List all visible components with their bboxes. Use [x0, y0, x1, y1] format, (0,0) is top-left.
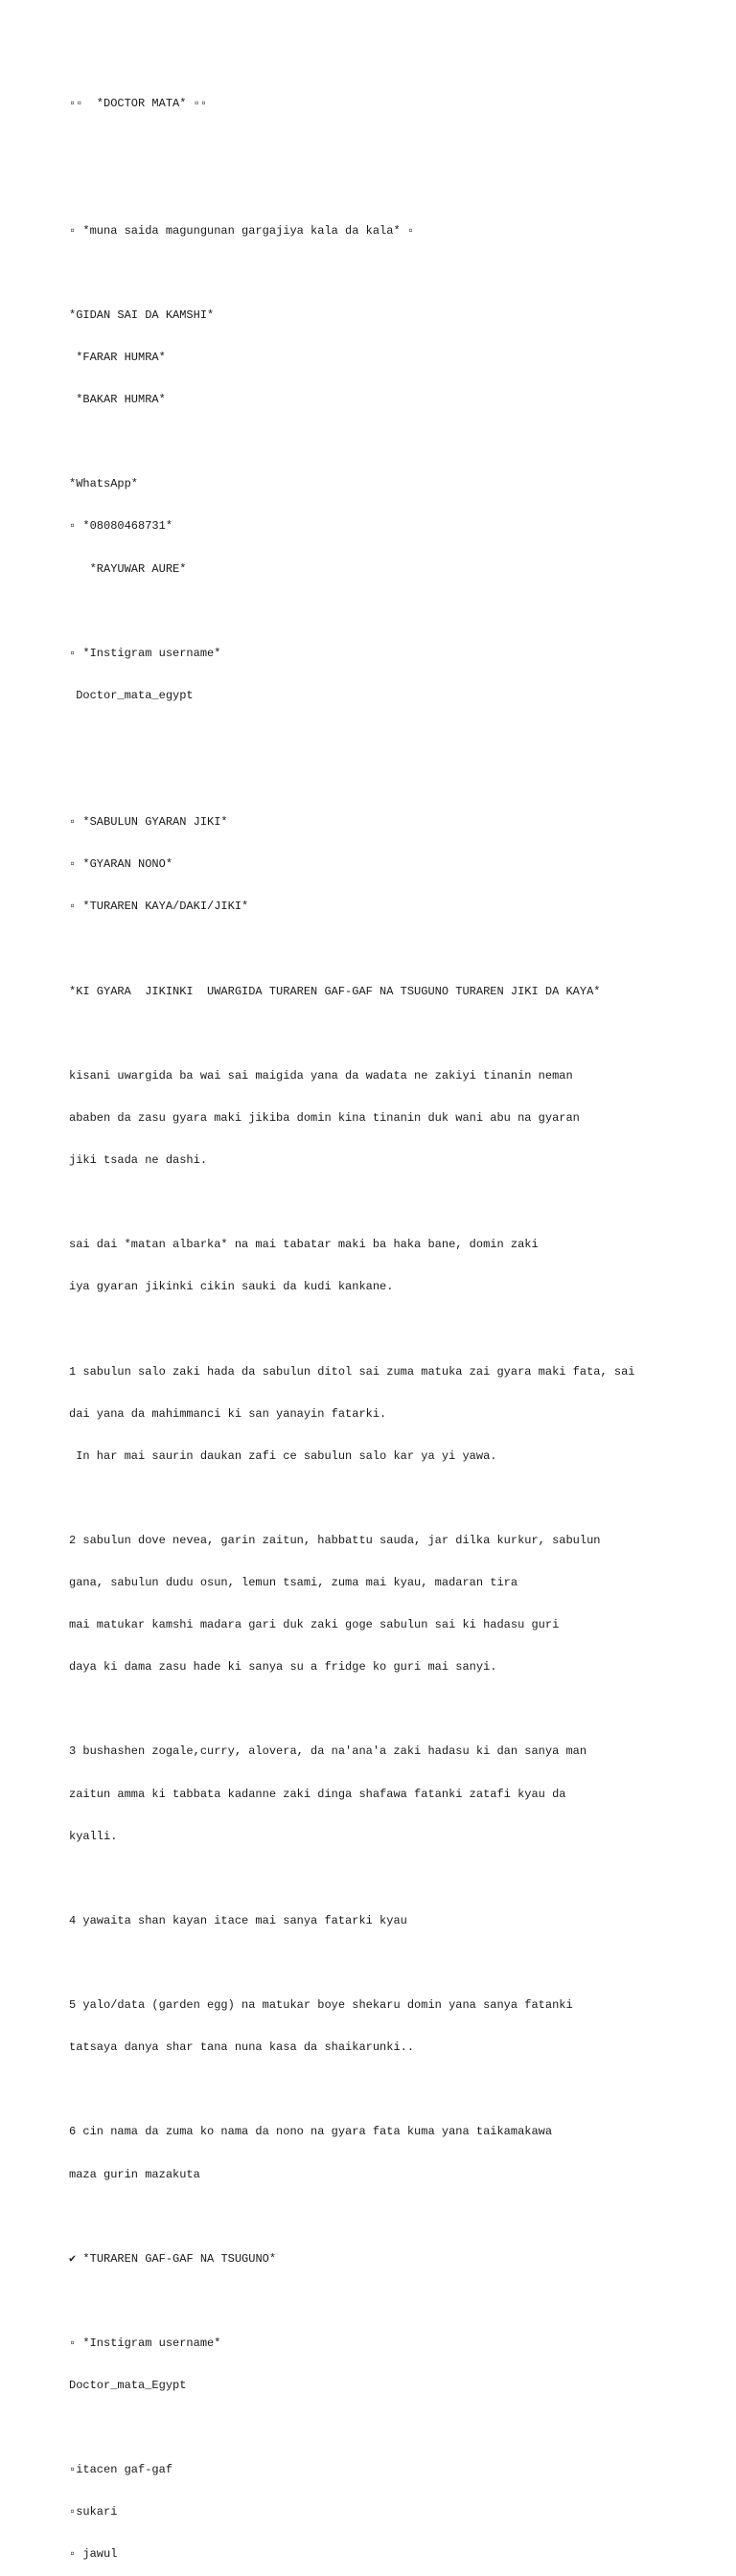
doc-line-blank [69, 604, 702, 619]
doc-line-blank [69, 435, 702, 449]
doc-line-numbered-item: gana, sabulun dudu osun, lemun tsami, zuma mai kyau, madaran tira [69, 1576, 518, 1590]
doc-line-instagram-label: ▫ *Instigram username* [69, 2336, 221, 2350]
doc-line-ingredient: ▫itacen gaf-gaf [69, 2463, 173, 2477]
doc-line-numbered-item: 1 sabulun salo zaki hada da sabulun ditol sai zuma matuka zai gyara maki fata, sai [69, 1364, 635, 1379]
doc-line-blank [69, 1196, 702, 1210]
doc-line-blank [69, 266, 702, 281]
doc-line-tagline: ▫ *muna saida magungunan gargajiya kala da kala* ▫ [69, 223, 415, 238]
doc-line-paragraph: ababen da zasu gyara maki jikiba domin kina tinanin duk wani abu na gyaran [69, 1110, 580, 1125]
doc-line-section-heading: ✔ *TURAREN GAF-GAF NA TSUGUNO* [69, 2251, 277, 2266]
doc-line-instagram-username: Doctor_mata_egypt [69, 688, 194, 702]
doc-line-blank [69, 731, 702, 745]
doc-line-blank [69, 1956, 702, 1971]
doc-line-service-item: ▫ *SABULUN GYARAN JIKI* [69, 815, 228, 830]
doc-line-blank [69, 182, 702, 196]
doc-line-whatsapp-label: *WhatsApp* [69, 477, 139, 491]
doc-line-numbered-item: tatsaya danya shar tana nuna kasa da shaikarunki.. [69, 2040, 415, 2055]
doc-line-blank [69, 140, 702, 154]
doc-line-phone-number: ▫ *08080468731* [69, 519, 173, 534]
doc-line-numbered-item: 3 bushashen zogale,curry, alovera, da na'ana'a zaki hadasu ki dan sanya man [69, 1744, 587, 1759]
doc-line-paragraph: iya gyaran jikinki cikin sauki da kudi kankane. [69, 1280, 394, 1294]
doc-line-paragraph: jiki tsada ne dashi. [69, 1153, 208, 1167]
doc-line-product: *BAKAR HUMRA* [69, 393, 166, 407]
doc-line-text: *RAYUWAR AURE* [69, 561, 187, 576]
doc-line-blank [69, 1702, 702, 1717]
doc-line-blank [69, 773, 702, 787]
doc-line-blank [69, 1492, 702, 1506]
doc-line-instagram-label: ▫ *Instigram username* [69, 646, 221, 660]
doc-line-paragraph: sai dai *matan albarka* na mai tabatar maki ba haka bane, domin zaki [69, 1238, 539, 1252]
doc-line-blank [69, 1027, 702, 1041]
doc-line-numbered-item: dai yana da mahimmanci ki san yanayin fatarki. [69, 1406, 387, 1421]
doc-line-numbered-item: mai matukar kamshi madara gari duk zaki goge sabulun sai ki hadasu guri [69, 1618, 560, 1632]
doc-line-service-item: ▫ *GYARAN NONO* [69, 857, 173, 872]
doc-line-ingredient: ▫ jawul [69, 2547, 118, 2562]
doc-line-numbered-item: 4 yawaita shan kayan itace mai sanya fatarki kyau [69, 1913, 407, 1927]
doc-line-heading: *KI GYARA JIKINKI UWARGIDA TURAREN GAF-GAF NA TSUGUNO TURAREN JIKI DA KAYA* [69, 984, 601, 998]
doc-line-ingredient: ▫sukari [69, 2505, 118, 2519]
doc-line-numbered-item: kyalli. [69, 1829, 118, 1843]
doc-line-blank [69, 2421, 702, 2435]
doc-line-blank [69, 2083, 702, 2097]
doc-line-service-item: ▫ *TURAREN KAYA/DAKI/JIKI* [69, 900, 249, 914]
doc-line-numbered-item: 6 cin nama da zuma ko nama da nono na gyara fata kuma yana taikamakawa [69, 2125, 553, 2139]
doc-line-numbered-item: 5 yalo/data (garden egg) na matukar boye shekaru domin yana sanya fatanki [69, 1998, 573, 2013]
doc-line-numbered-item: zaitun amma ki tabbata kadanne zaki dinga shafawa fatanki zatafi kyau da [69, 1787, 566, 1801]
doc-line-numbered-item: 2 sabulun dove nevea, garin zaitun, habbattu sauda, jar dilka kurkur, sabulun [69, 1533, 601, 1547]
doc-line-numbered-item: maza gurin mazakuta [69, 2167, 200, 2181]
doc-line-numbered-item: In har mai saurin daukan zafi ce sabulun salo kar ya yi yawa. [69, 1448, 497, 1463]
doc-line-blank [69, 942, 702, 956]
doc-line-blank [69, 1872, 702, 1886]
doc-line-shop-name: *GIDAN SAI DA KAMSHI* [69, 308, 215, 322]
doc-line-instagram-username: Doctor_mata_Egypt [69, 2379, 187, 2393]
doc-line-title: ▫▫ *DOCTOR MATA* ▫▫ [69, 97, 208, 111]
doc-line-paragraph: kisani uwargida ba wai sai maigida yana da wadata ne zakiyi tinanin neman [69, 1068, 573, 1083]
doc-line-blank [69, 1322, 702, 1336]
doc-line-blank [69, 2210, 702, 2224]
doc-line-product: *FARAR HUMRA* [69, 351, 166, 365]
doc-line-numbered-item: daya ki dama zasu hade ki sanya su a fridge ko guri mai sanyi. [69, 1660, 497, 1675]
doc-line-blank [69, 2294, 702, 2309]
document-body [69, 69, 702, 2576]
